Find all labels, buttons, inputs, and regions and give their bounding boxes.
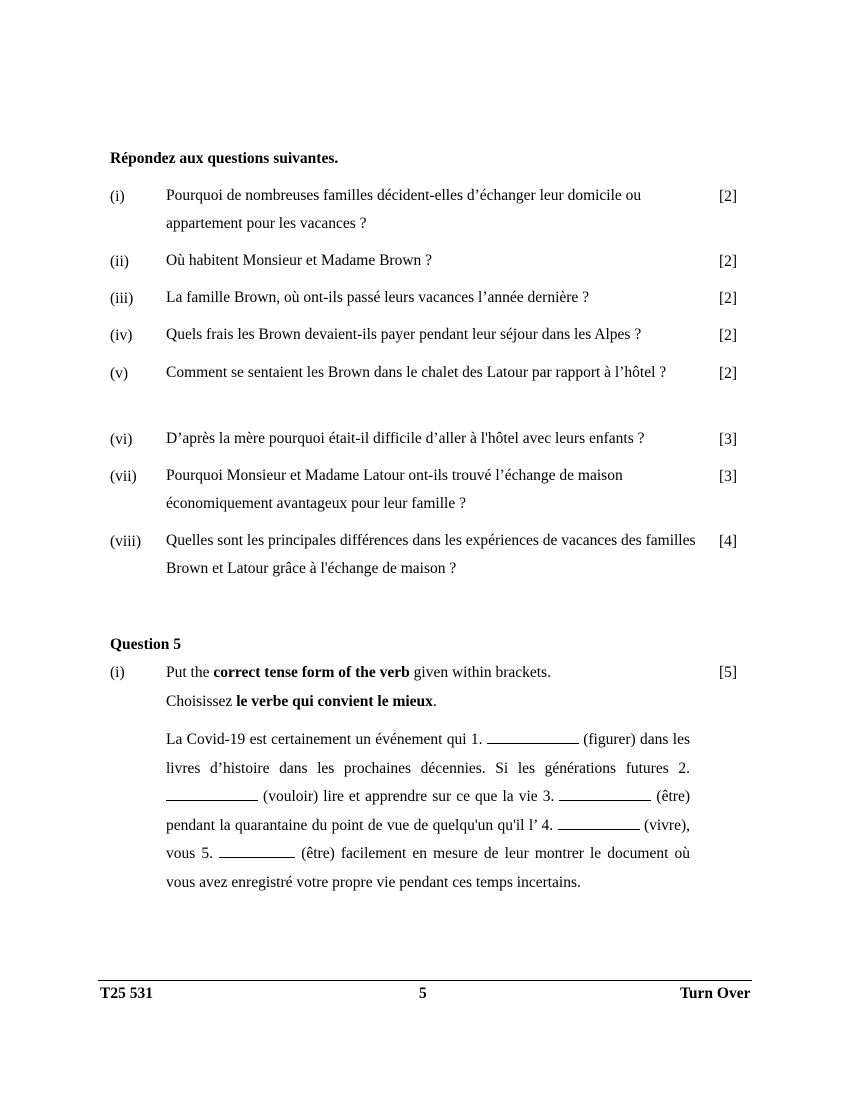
blank-1 <box>487 729 579 744</box>
section-heading: Répondez aux questions suivantes. <box>110 150 339 167</box>
instruction-emphasis: correct tense form of the verb <box>213 664 410 681</box>
instruction-text: . <box>432 693 437 710</box>
paper-code: T25 531 <box>100 985 153 1002</box>
passage-text: (figurer) dans les livres d’histoire dans les prochaines décennies. Si les générations futures 2. <box>166 731 690 777</box>
turn-over: Turn Over <box>680 985 751 1002</box>
question-text: Comment se sentaient les Brown dans le chalet des Latour par rapport à l’hôtel ? <box>166 364 667 381</box>
blank-2 <box>166 786 258 801</box>
blank-4 <box>558 815 640 830</box>
question-number: (vi) <box>110 431 133 448</box>
passage-text: La Covid-19 est certainement un événement qui 1. <box>166 731 487 748</box>
question-marks: [5] <box>719 664 738 681</box>
question-number: (v) <box>110 365 129 382</box>
question-number: (viii) <box>110 533 141 550</box>
blank-5 <box>219 843 295 858</box>
question-marks: [4] <box>719 533 738 550</box>
question-marks: [2] <box>719 188 738 205</box>
passage-text: (vouloir) lire et apprendre sur ce que la vie 3. <box>258 788 560 806</box>
question-text: Où habitent Monsieur et Madame Brown ? <box>166 252 433 269</box>
question-marks: [2] <box>719 365 738 382</box>
question-text: Pourquoi de nombreuses familles décident-elles d’échanger leur domicile ou appartement pour les vacances ? <box>166 187 642 232</box>
instruction-emphasis: le verbe qui convient le mieux <box>236 693 433 710</box>
instruction-english <box>166 664 551 682</box>
question-number: (iii) <box>110 290 134 307</box>
question-number: (i) <box>110 188 125 205</box>
question-number: (i) <box>110 664 125 681</box>
passage-text: (être) pendant la quarantaine du point de vue de quelqu'un qu'il l’ 4. <box>166 788 690 834</box>
question-text: Quels frais les Brown devaient-ils payer pendant leur séjour dans les Alpes ? <box>166 326 642 343</box>
instruction-text: Choisissez <box>166 693 237 710</box>
question-marks: [2] <box>719 327 738 344</box>
question-text: Pourquoi Monsieur et Madame Latour ont-ils trouvé l’échange de maison économiquement avantageux pour leur famille ? <box>166 467 623 512</box>
question-text: La famille Brown, où ont-ils passé leurs vacances l’année dernière ? <box>166 289 590 306</box>
instruction-text: Put the <box>166 664 214 681</box>
question-text: D’après la mère pourquoi était-il difficile d’aller à l'hôtel avec leurs enfants ? <box>166 430 645 447</box>
footer-rule <box>98 980 752 981</box>
question-number: (vii) <box>110 468 137 485</box>
question-number: (ii) <box>110 253 129 270</box>
question5-heading: Question 5 <box>110 636 182 653</box>
passage-text: (vivre), vous 5. <box>166 816 690 863</box>
question-marks: [2] <box>719 253 738 270</box>
question-marks: [3] <box>719 431 738 448</box>
question-marks: [2] <box>719 290 738 307</box>
question-marks: [3] <box>719 468 738 485</box>
question-number: (iv) <box>110 327 133 344</box>
blank-3 <box>559 786 651 801</box>
page-number: 5 <box>419 985 427 1002</box>
passage-text: (être) facilement en mesure de leur montrer le document où vous avez enregistré votre propre vie pendant ces temps incertains. <box>166 845 690 891</box>
instruction-french <box>166 693 437 711</box>
cloze-passage <box>166 726 690 898</box>
question-text: Quelles sont les principales différences dans les expériences de vacances des familles Brown et Latour grâce à l'échange de maison ? <box>166 532 696 577</box>
instruction-text: given within brackets. <box>409 664 551 681</box>
